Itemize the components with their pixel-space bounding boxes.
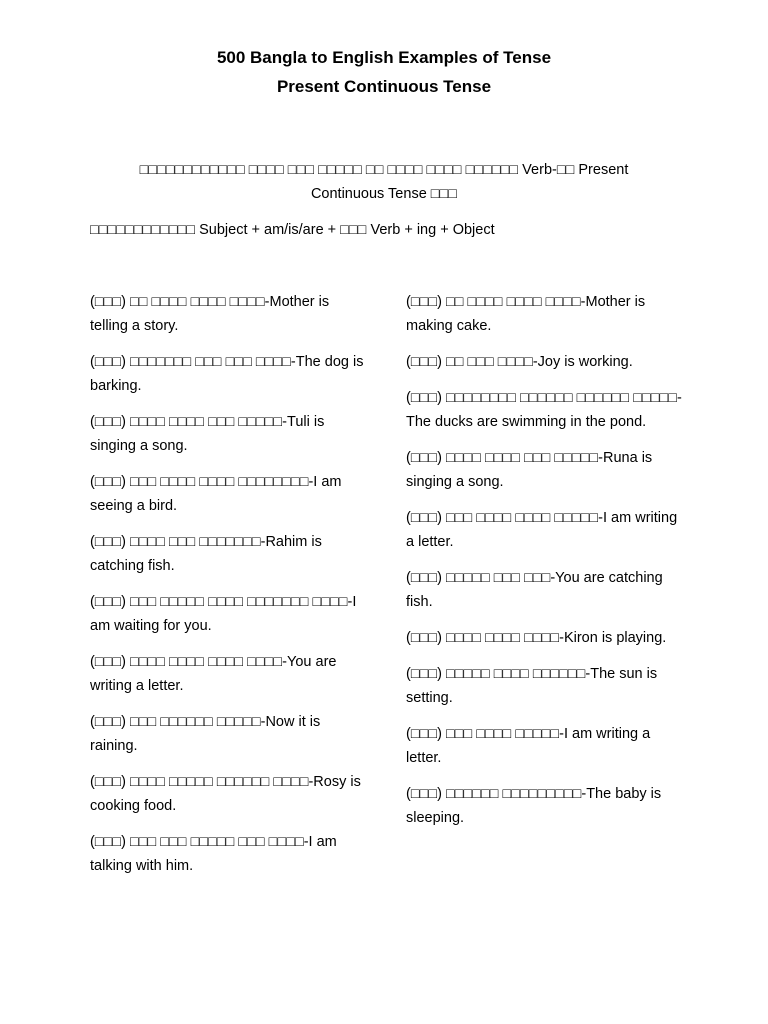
example-item: (□□□) □□□□□□□ □□□ □□□ □□□□-The dog is barking. bbox=[90, 354, 364, 394]
example-item: (□□□) □□□ □□□□ □□□□□-I am writing a letter. bbox=[406, 726, 651, 766]
document-subtitle: Present Continuous Tense bbox=[276, 77, 492, 96]
examples-right-column bbox=[406, 290, 686, 842]
example-item: (□□□) □□□ □□□□□ □□□□ □□□□□□□ □□□□-I am waiting for you. bbox=[90, 594, 357, 634]
example-item: (□□□) □□□□ □□□ □□□□□□□-Rahim is catching fish. bbox=[90, 534, 322, 574]
example-item: (□□□) □□ □□□□ □□□□ □□□□-Mother is making cake. bbox=[406, 294, 646, 334]
example-item: (□□□) □□□□ □□□□□ □□□□□□ □□□□-Rosy is cooking food. bbox=[90, 774, 361, 814]
example-item: (□□□) □□□ □□□□ □□□□ □□□□□-I am writing a letter. bbox=[406, 510, 678, 550]
example-item: (□□□) □□□□ □□□□ □□□ □□□□□-Tuli is singing a song. bbox=[90, 414, 325, 454]
intro-paragraph: □□□□□□□□□□□□ □□□□ □□□ □□□□□ □□ □□□□ □□□□ □□□□□□ Verb-□□ Present Continuous Tense □□□ bbox=[139, 162, 629, 202]
examples-left-column bbox=[90, 290, 370, 890]
example-item: (□□□) □□□□□ □□□ □□□-You are catching fish. bbox=[406, 570, 663, 610]
example-item: (□□□) □□□ □□□ □□□□□ □□□ □□□□-I am talking with him. bbox=[90, 834, 337, 874]
document-title: 500 Bangla to English Examples of Tense bbox=[216, 48, 552, 67]
structure-formula: □□□□□□□□□□□□ Subject + am/is/are + □□□ Verb + ing + Object bbox=[90, 222, 495, 238]
example-item: (□□□) □□□□□□□□ □□□□□□ □□□□□□ □□□□□-The ducks are swimming in the pond. bbox=[406, 390, 682, 430]
example-item: (□□□) □□□□ □□□□ □□□□ □□□□-You are writing a letter. bbox=[90, 654, 337, 694]
example-item: (□□□) □□ □□□ □□□□-Joy is working. bbox=[406, 354, 633, 370]
example-item: (□□□) □□□□ □□□□ □□□□-Kiron is playing. bbox=[406, 630, 667, 646]
example-item: (□□□) □□□□□ □□□□ □□□□□□-The sun is setting. bbox=[406, 666, 658, 706]
example-item: (□□□) □□□□□□ □□□□□□□□□-The baby is sleeping. bbox=[406, 786, 662, 826]
example-item: (□□□) □□□□ □□□□ □□□ □□□□□-Runa is singing a song. bbox=[406, 450, 653, 490]
example-item: (□□□) □□□ □□□□□□ □□□□□-Now it is raining. bbox=[90, 714, 321, 754]
example-item: (□□□) □□□ □□□□ □□□□ □□□□□□□□-I am seeing a bird. bbox=[90, 474, 342, 514]
example-item: (□□□) □□ □□□□ □□□□ □□□□-Mother is telling a story. bbox=[90, 294, 330, 334]
